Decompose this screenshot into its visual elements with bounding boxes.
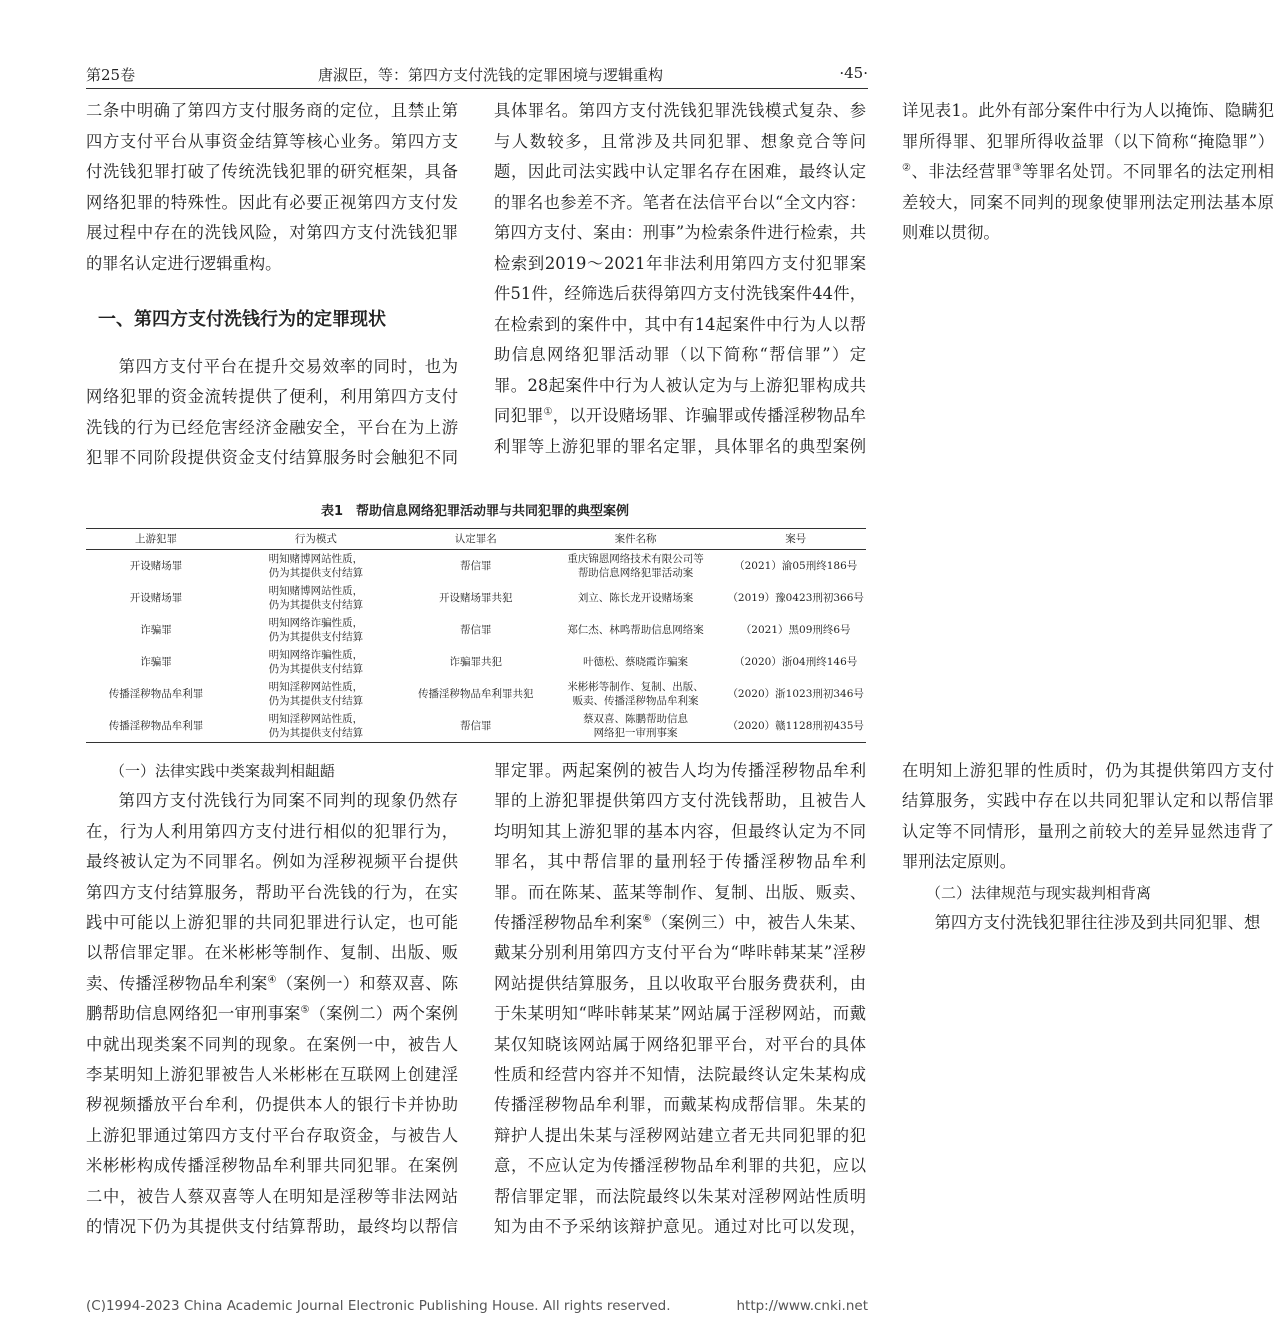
footnote-ref[interactable]: ① bbox=[543, 406, 553, 418]
footnote-ref[interactable]: ⑥ bbox=[642, 913, 652, 925]
cell-case: 叶德松、蔡晓霞诈骗案 bbox=[583, 656, 689, 668]
cell-case-no: （2019）豫0423刑初366号 bbox=[727, 592, 864, 604]
lower-text bbox=[86, 756, 1274, 1246]
cell-crime: 帮信罪 bbox=[406, 710, 546, 743]
cell-case-no: （2020）浙1023刑初346号 bbox=[727, 688, 864, 700]
footnote-ref[interactable]: ③ bbox=[1012, 162, 1023, 174]
cell-upstream: 传播淫秽物品牟利罪 bbox=[108, 688, 204, 700]
footer bbox=[86, 1298, 868, 1314]
footer-link[interactable]: http://www.cnki.net bbox=[736, 1298, 868, 1314]
cell-case: 米彬彬等制作、复制、出版、 贩卖、传播淫秽物品牟利案 bbox=[567, 681, 704, 707]
cell-crime: 帮信罪 bbox=[459, 624, 492, 636]
table-row bbox=[86, 710, 866, 743]
subsection2-paragraph: 第四方支付洗钱犯罪往往涉及到共同犯罪、想 bbox=[934, 913, 1261, 933]
cell-case: 蔡双喜、陈鹏帮助信息 网络犯一审刑事案 bbox=[546, 710, 726, 743]
cell-upstream: 诈骗罪 bbox=[140, 656, 172, 668]
col-header: 上游犯罪 bbox=[86, 529, 226, 550]
cell-crime: 帮信罪 bbox=[459, 560, 492, 572]
table-title: 表1 帮助信息网络犯罪活动罪与共同犯罪的典型案例 bbox=[320, 504, 630, 519]
col-header: 认定罪名 bbox=[406, 529, 546, 550]
cell-mode: 明知网络诈骗性质， 仍为其提供支付结算 bbox=[268, 617, 364, 643]
table-row bbox=[86, 582, 866, 614]
cell-case: 重庆锦恩网络技术有限公司等 帮助信息网络犯罪活动案 bbox=[567, 553, 704, 579]
col-header: 案件名称 bbox=[546, 529, 726, 550]
subsection1-paragraph: 第四方支付洗钱行为同案不同判的现象仍然存在，行为人利用第四方支付进行相似的犯罪行为，最终被认定为不同罪名。例如为淫秽视频平台提供第四方支付结算服务，帮助平台洗钱的行为，在实践中可能以上游犯罪的共同犯罪进行认定，也可能以帮信罪定罪。在米彬彬等制作、复制、出版、贩卖、传播淫秽物品牟利案④（案例一）和蔡双喜、陈鹏帮助信息网络犯一审刑事案⑤（案例二）两个案例中就出现类案不同判的现象。在案例一中，被告人李某明知上游犯罪被告人米彬彬在互联网上创建淫秽视频播放平台牟利，仍提供本人的银行卡并协助上游犯罪通过第四方支付平台存取资金，与被告人米彬彬构成传播淫秽物品牟利罪共同犯罪。在案例二中，被告人蔡双喜等人在明知是淫秽等非法网站的情况下仍为其提供支付结算帮助，最终均以帮信罪定罪。两起案例的被告人均为传播淫秽物品牟利罪的上游犯罪提供第四方支付洗钱帮助，且被告人均明知其上游犯罪的基本内容，但最终认定为不同罪名，其中帮信罪的量刑轻于传播淫秽物品牟利罪。而在陈某、蓝某等制作、复制、出版、贩卖、传播淫秽物品牟利案⑥（案例三）中，被告人朱某、戴某分别利用第四方支付平台为“哔咔韩某某”淫秽网站提供结算服务，且以收取平台服务费获利，由于朱某明知“哔咔韩某某”网站属于淫秽网站，而戴某仅知晓该网站属于网络犯罪平台，对平台的具体性质和经营内容并不知情，法院最终认定朱某构成传播淫秽物品牟利罪，而戴某构成帮信罪。朱某的辩护人提出朱某与淫秽网站建立者无共同犯罪的犯意，不应认定为传播淫秽物品牟利罪的共犯，应以帮信罪定罪，而法院最终以朱某对淫秽网站性质明知为由不予采纳该辩护意见。通过对比可以发现，在明知上游犯罪的性质时，仍为其提供第四方支付结算服务，实践中存在以共同犯罪认定和以帮信罪认定等不同情形，量刑之前较大的差异显然违背了罪刑法定原则。 bbox=[86, 761, 1274, 1237]
cell-case-no: （2021）渝05刑终186号 bbox=[734, 560, 858, 572]
copyright-notice: (C)1994-2023 China Academic Journal Electronic Publishing House. All rights reserved. bbox=[86, 1298, 671, 1314]
section1-paragraph: 第四方支付平台在提升交易效率的同时，也为网络犯罪的资金流转提供了便利，利用第四方支付洗钱的行为已经危害经济金融安全，平台在为上游犯罪不同阶段提供资金支付结算服务时会触犯不同具体罪名。第四方支付洗钱犯罪洗钱模式复杂、参与人数较多，且常涉及共同犯罪、想象竞合等问题，因此司法实践中认定罪名存在困难，最终认定的罪名也参差不齐。笔者在法信平台以“全文内容：第四方支付、案由：刑事”为检索条件进行检索，共检索到2019～2021年非法利用第四方支付犯罪案件51件，经筛选后获得第四方支付洗钱案件44件，在检索到的案件中，其中有14起案件中行为人以帮助信息网络犯罪活动罪（以下简称“帮信罪”）定罪。28起案件中行为人被认定为与上游犯罪构成共同犯罪①，以开设赌场罪、诈骗罪或传播淫秽物品牟利罪等上游犯罪的罪名定罪，具体罪名的典型案例详见表1。此外有部分案件中行为人以掩饰、隐瞒犯罪所得罪、犯罪所得收益罪（以下简称“掩隐罪”）②、非法经营罪③等罪名处罚。不同罪名的法定刑相差较大，同案不同判的现象使罪刑法定刑法基本原则难以贯彻。 bbox=[86, 101, 1274, 467]
cases-table bbox=[86, 528, 866, 743]
cell-case-no: （2021）黑09刑终6号 bbox=[740, 624, 851, 636]
cell-mode: 明知网络诈骗性质， 仍为其提供支付结算 bbox=[268, 649, 364, 675]
table-row bbox=[86, 678, 866, 710]
cell-case-no: （2020）赣1128刑初435号 bbox=[725, 710, 866, 743]
cell-crime: 传播淫秽物品牟利罪共犯 bbox=[417, 688, 534, 700]
cell-mode: 明知赌博网站性质， 仍为其提供支付结算 bbox=[268, 553, 364, 579]
header-rule bbox=[86, 88, 868, 89]
cell-case-no: （2020）浙04刑终146号 bbox=[734, 656, 858, 668]
journal-volume: 第25卷 bbox=[86, 66, 136, 84]
cell-crime: 开设赌场罪共犯 bbox=[438, 592, 513, 604]
cell-case: 刘立、陈长龙开设赌场案 bbox=[577, 592, 694, 604]
table-row bbox=[86, 550, 866, 583]
col-header: 案号 bbox=[725, 529, 866, 550]
section-heading: 一、第四方支付洗钱行为的定罪现状 bbox=[98, 309, 386, 330]
cell-mode: 明知淫秽网站性质， 仍为其提供支付结算 bbox=[268, 681, 364, 707]
cell-crime: 诈骗罪共犯 bbox=[449, 656, 502, 668]
cell-mode: 明知淫秽网站性质， 仍为其提供支付结算 bbox=[226, 710, 406, 743]
subsection-heading: （二）法律规范与现实裁判相背离 bbox=[926, 883, 1152, 902]
cell-mode: 明知赌博网站性质， 仍为其提供支付结算 bbox=[268, 585, 364, 611]
page-number: ·45· bbox=[839, 64, 868, 82]
running-title: 唐淑臣，等：第四方支付洗钱的定罪困境与逻辑重构 bbox=[318, 66, 664, 84]
cell-case: 郑仁杰、林鸣帮助信息网络案 bbox=[567, 624, 704, 636]
intro-paragraph: 二条中明确了第四方支付服务商的定位，且禁止第四方支付平台从事资金结算等核心业务。第四方支付洗钱犯罪打破了传统洗钱犯罪的研究框架，具备网络犯罪的特殊性。因此有必要正视第四方支付发展过程中存在的洗钱风险，对第四方支付洗钱犯罪的罪名认定进行逻辑重构。 bbox=[86, 101, 458, 273]
cell-upstream: 诈骗罪 bbox=[140, 624, 172, 636]
upper-text bbox=[86, 96, 1274, 484]
col-header: 行为模式 bbox=[226, 529, 406, 550]
table-header-row bbox=[86, 529, 866, 550]
cell-upstream: 开设赌场罪 bbox=[129, 592, 183, 604]
table-row bbox=[86, 614, 866, 646]
table-row bbox=[86, 646, 866, 678]
footnote-ref[interactable]: ④ bbox=[267, 974, 277, 986]
footnote-ref[interactable]: ⑤ bbox=[300, 1004, 310, 1016]
subsection-heading: （一）法律实践中类案裁判相龃龉 bbox=[110, 762, 336, 780]
cell-upstream: 传播淫秽物品牟利罪 bbox=[86, 710, 226, 743]
footnote-ref[interactable]: ② bbox=[902, 162, 912, 174]
cell-upstream: 开设赌场罪 bbox=[129, 560, 183, 572]
